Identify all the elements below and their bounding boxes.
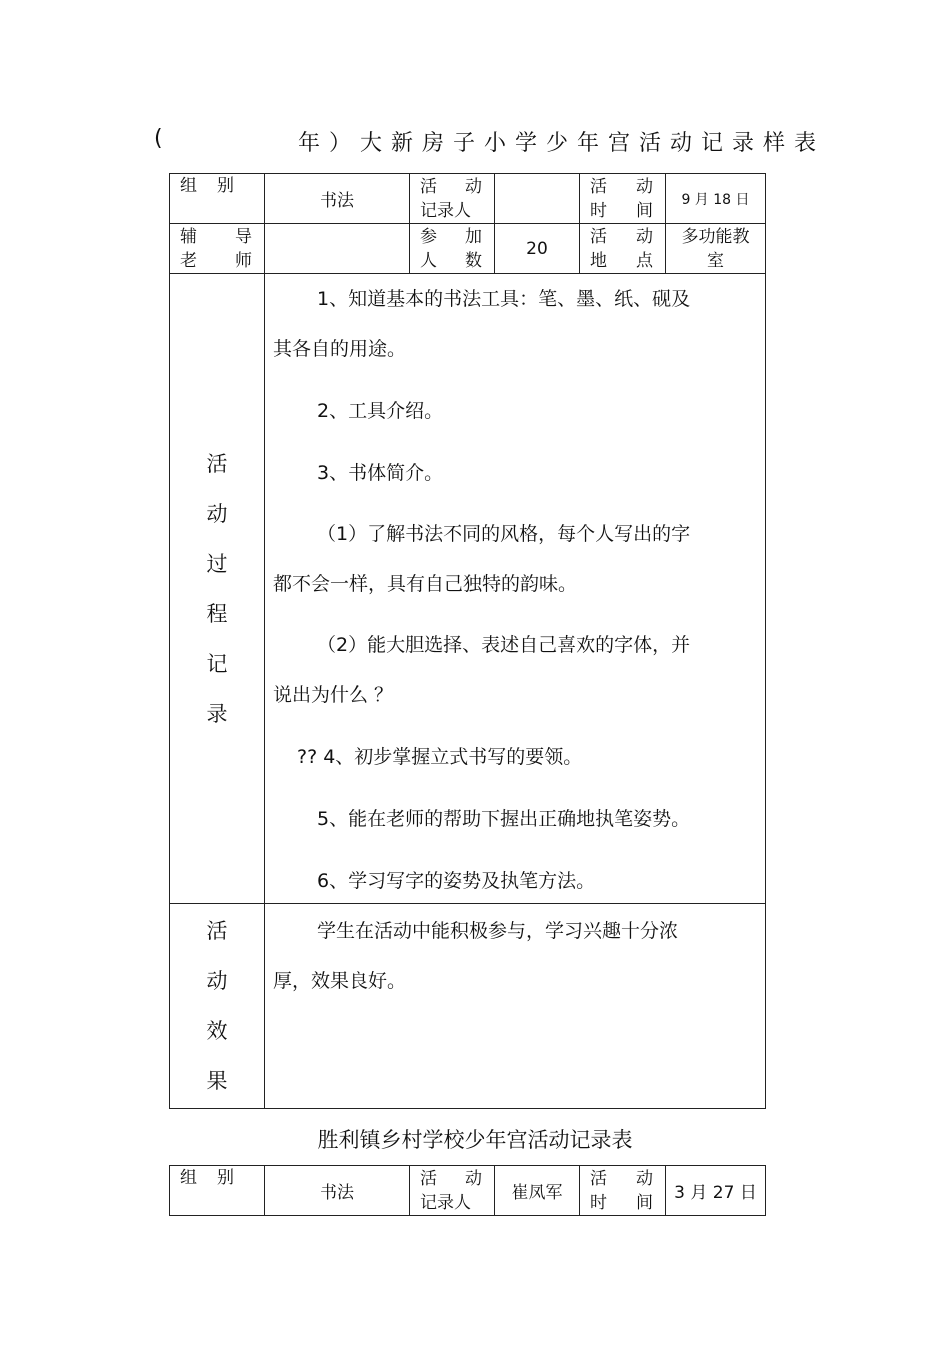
process-label-char: 记 — [206, 651, 228, 676]
group-label-cell — [170, 174, 265, 224]
process-line: 都不会一样，具有自己独特的韵味。 — [273, 573, 578, 595]
time-label-d: 间 — [636, 200, 653, 221]
process-line: 1、知道基本的书法工具：笔、墨、纸、砚及 — [317, 288, 691, 310]
time-label-d: 间 — [636, 1192, 653, 1213]
teacher-label-cell — [170, 224, 265, 274]
group-value: 书法 — [265, 174, 410, 224]
second-form-title: 胜利镇乡村学校少年宫活动记录表 — [317, 1128, 633, 1152]
recorder-label-a: 活 — [420, 176, 437, 197]
count-label-b: 加 — [465, 226, 482, 247]
time-label-b: 动 — [636, 176, 653, 197]
process-label-char: 程 — [206, 601, 228, 626]
process-line: ?? 4、初步掌握立式书写的要领。 — [297, 746, 583, 768]
table-row — [170, 1166, 766, 1216]
time-label-cell — [580, 174, 666, 224]
place-label-b: 动 — [636, 226, 653, 247]
teacher-label-a: 辅 — [180, 226, 197, 247]
effect-label-char: 果 — [206, 1069, 228, 1093]
time-label-c: 时 — [590, 1192, 607, 1213]
place-label-c: 地 — [590, 250, 607, 271]
title-text: 年）大新房子小学少年宫活动记录样表 — [298, 131, 826, 156]
group-value: 书法 — [265, 1166, 410, 1216]
time-value: 3 月 27 日 — [666, 1166, 766, 1216]
time-value: 9 月 18 日 — [666, 174, 766, 224]
title-paren: ( — [154, 126, 163, 151]
count-label-cell — [410, 224, 495, 274]
process-line: 3、书体简介。 — [317, 462, 444, 484]
activity-record-table — [169, 173, 766, 1109]
process-line: 6、学习写字的姿势及执笔方法。 — [317, 870, 596, 892]
count-label-a: 参 — [420, 226, 437, 247]
recorder-label-b: 动 — [465, 176, 482, 197]
teacher-label-c: 老 — [180, 250, 197, 271]
recorder-label-cell — [410, 174, 495, 224]
time-label-cell — [580, 1166, 666, 1216]
recorder-label-c: 记录人 — [420, 1192, 471, 1213]
process-line: （2）能大胆选择、表述自己喜欢的字体，并 — [317, 634, 691, 656]
effect-content — [265, 904, 766, 1109]
process-label-char: 动 — [206, 501, 228, 526]
group-label-cell — [170, 1166, 265, 1216]
teacher-label-d: 师 — [235, 250, 252, 271]
time-label-c: 时 — [590, 200, 607, 221]
effect-label-cell — [170, 904, 265, 1109]
effect-label-char: 效 — [206, 1019, 228, 1043]
place-label-cell — [580, 224, 666, 274]
process-label-cell — [170, 274, 265, 904]
process-content — [265, 274, 766, 904]
count-value: 20 — [495, 224, 580, 274]
place-label-d: 点 — [636, 250, 653, 271]
group-label-a: 组 — [180, 176, 197, 196]
group-label-b: 别 — [217, 176, 234, 196]
process-line: 其各自的用途。 — [273, 338, 407, 360]
process-line: 说出为什么 ？ — [273, 684, 394, 706]
effect-label-char: 动 — [206, 969, 228, 993]
place-value-cell — [666, 224, 766, 274]
count-label-c: 人 — [420, 250, 437, 271]
recorder-label-b: 动 — [465, 1168, 482, 1189]
place-value-a: 多功能教 — [681, 226, 750, 247]
effect-label-char: 活 — [206, 919, 228, 943]
recorder-value — [495, 174, 580, 224]
time-label-a: 活 — [590, 1168, 607, 1189]
group-label-a: 组 — [180, 1168, 197, 1188]
count-label-d: 数 — [465, 250, 482, 271]
teacher-label-b: 导 — [235, 226, 252, 247]
recorder-value: 崔凤军 — [495, 1166, 580, 1216]
time-label-a: 活 — [590, 176, 607, 197]
recorder-label-cell — [410, 1166, 495, 1216]
process-label-char: 活 — [206, 451, 228, 476]
table-row — [170, 224, 766, 274]
process-label-char: 过 — [206, 551, 228, 576]
recorder-label-c: 记录人 — [420, 200, 471, 221]
recorder-label-a: 活 — [420, 1168, 437, 1189]
process-label-char: 录 — [206, 701, 228, 726]
table-row — [170, 274, 766, 904]
place-label-a: 活 — [590, 226, 607, 247]
effect-line: 学生在活动中能积极参与，学习兴趣十分浓 — [317, 920, 679, 942]
time-label-b: 动 — [636, 1168, 653, 1189]
process-line: 5、能在老师的帮助下握出正确地执笔姿势。 — [317, 808, 691, 830]
group-label-b: 别 — [217, 1168, 234, 1188]
second-record-table — [169, 1165, 766, 1216]
process-line: （1）了解书法不同的风格，每个人写出的字 — [317, 523, 691, 545]
process-line: 2、工具介绍。 — [317, 400, 444, 422]
effect-line: 厚，效果良好。 — [273, 970, 407, 992]
table-row — [170, 904, 766, 1109]
table-row — [170, 174, 766, 224]
place-value-b: 室 — [707, 250, 724, 271]
teacher-value — [265, 224, 410, 274]
